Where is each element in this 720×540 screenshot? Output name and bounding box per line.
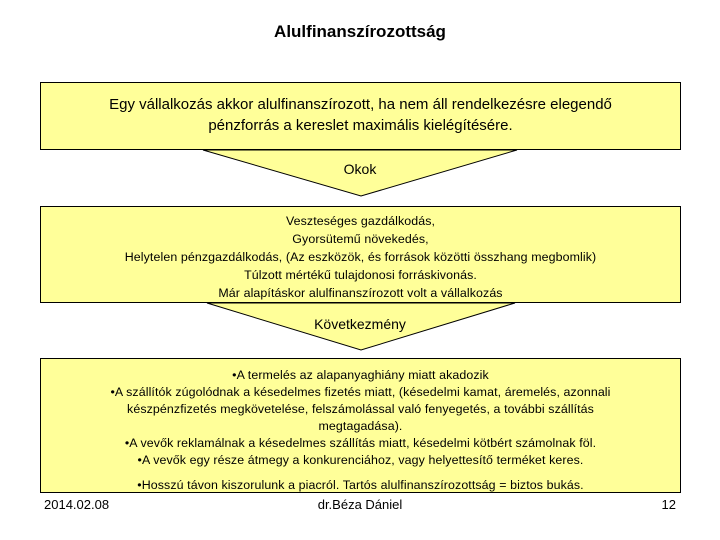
- consequence-item: megtagadása).: [318, 419, 403, 433]
- slide-title: Alulfinanszírozottság: [274, 22, 446, 41]
- definition-line: pénzforrás a kereslet maximális kielégítésére.: [208, 117, 513, 134]
- consequence-item: •Hosszú távon kiszorulunk a piacról. Tartós alulfinanszírozottság = biztos bukás.: [137, 478, 584, 492]
- consequence-item: készpénzfizetés megkövetelése, felszámolással való fenyegetés, a további szállítás: [127, 402, 594, 416]
- footer-date: 2014.02.08: [44, 497, 110, 512]
- cause-item: Gyorsütemű növekedés,: [292, 232, 429, 246]
- definition-box: [40, 82, 681, 150]
- causes-box: [40, 206, 681, 303]
- consequence-spacer: [41, 469, 680, 477]
- cause-item: Már alapításkor alulfinanszírozott volt a vállalkozás: [218, 286, 503, 300]
- consequences-box: [40, 358, 681, 493]
- definition-line: Egy vállalkozás akkor alulfinanszírozott, ha nem áll rendelkezésre elegendő: [109, 96, 612, 113]
- consequence-item: •A vevők egy része átmegy a konkurenciához, vagy helyettesítő terméket keres.: [137, 453, 584, 467]
- cause-item: Helytelen pénzgazdálkodás, (Az eszközök, és források közötti összhang megbomlik): [124, 250, 597, 264]
- consequence-item: •A termelés az alapanyaghiány miatt akadozik: [232, 368, 489, 382]
- arrow-label-okok: Okok: [343, 161, 377, 177]
- footer-page-number: 12: [661, 497, 676, 512]
- consequence-item: •A szállítók zúgolódnak a késedelmes fizetés miatt, (késedelmi kamat, áremelés, azonnali: [110, 385, 611, 399]
- footer-author: dr.Béza Dániel: [317, 497, 403, 512]
- consequence-item: •A vevők reklamálnak a késedelmes szállítás miatt, késedelmi kötbért számolnak föl.: [124, 436, 597, 450]
- cause-item: Túlzott mértékű tulajdonosi forráskivonás.: [244, 268, 477, 282]
- cause-item: Veszteséges gazdálkodás,: [285, 214, 436, 228]
- arrow-label-kovetkezmeny: Következmény: [314, 316, 406, 332]
